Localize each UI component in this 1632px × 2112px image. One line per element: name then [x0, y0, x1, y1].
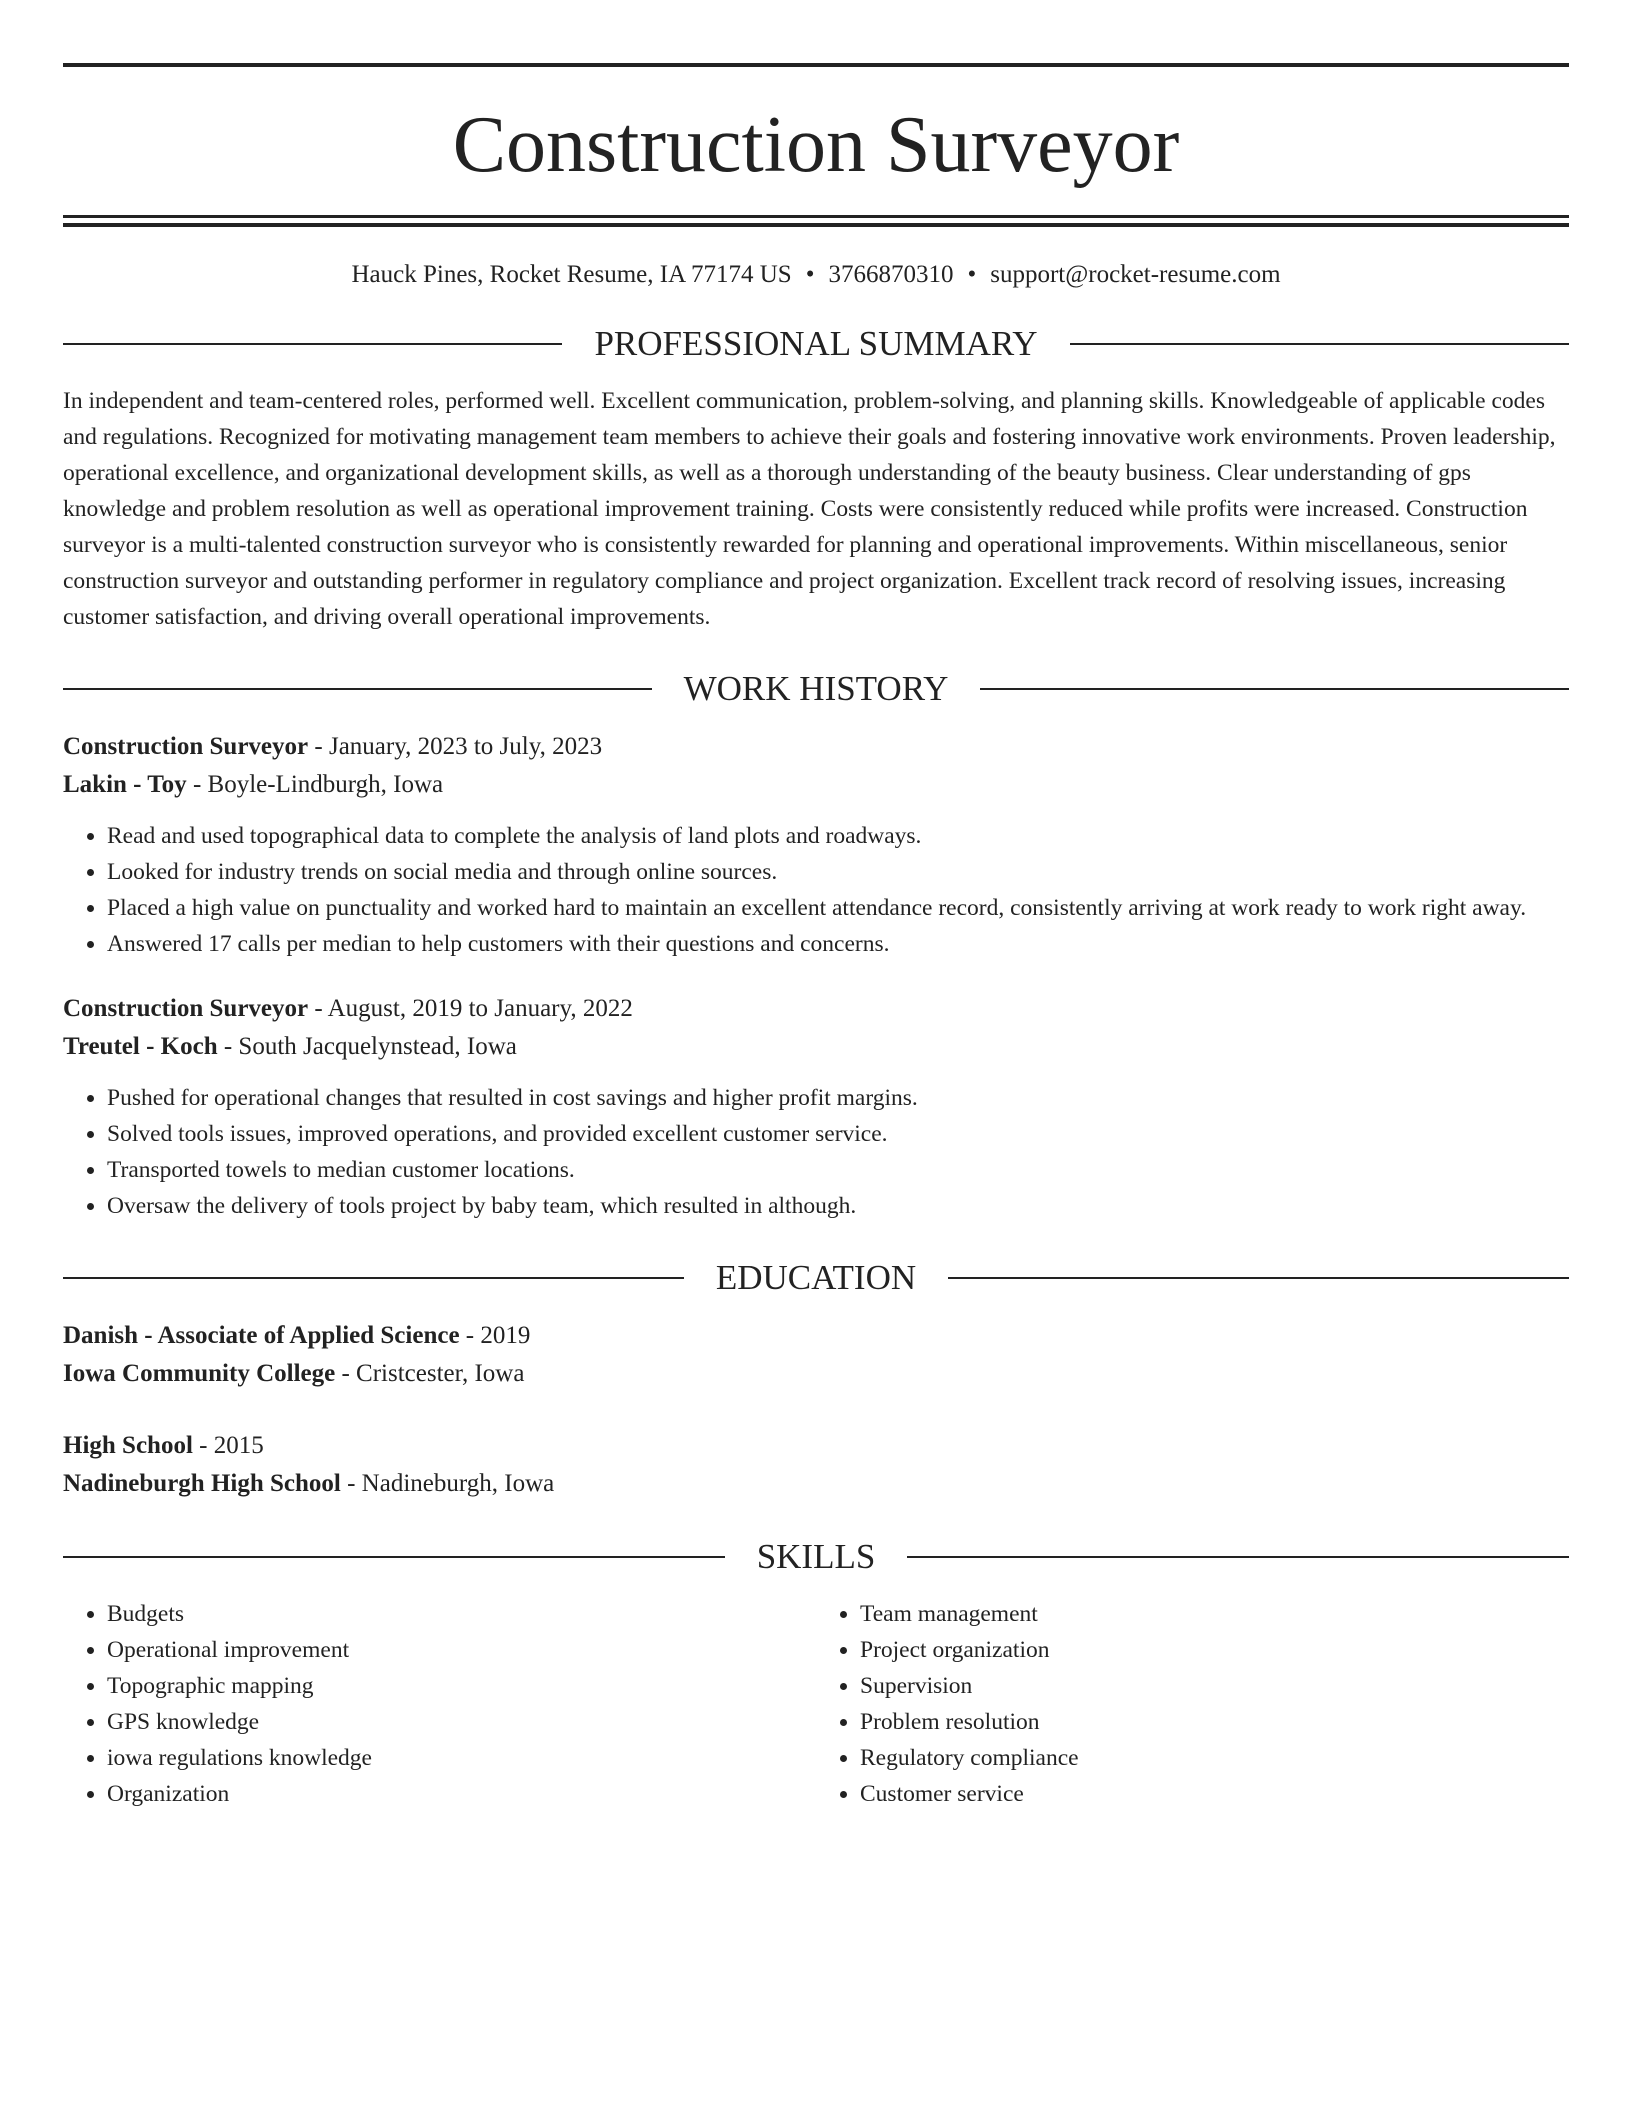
list-item: • Transported towels to median customer locations. — [107, 1152, 1569, 1188]
skill-item: • Topographic mapping — [107, 1668, 816, 1704]
list-item: • Oversaw the delivery of tools project by baby team, which resulted in although. — [107, 1188, 1569, 1224]
education-year: - 2015 — [192, 1432, 264, 1459]
job-title: Construction Surveyor — [63, 995, 309, 1022]
education-school: Nadineburgh High School — [63, 1470, 341, 1497]
education-list — [63, 1317, 1569, 1503]
list-item: • Looked for industry trends on social media and through online sources. — [107, 854, 1569, 890]
heading-rule-right — [907, 1556, 1569, 1558]
list-item: • Answered 17 calls per median to help customers with their questions and concerns. — [107, 926, 1569, 962]
contact-email[interactable]: support@rocket-resume.com — [990, 261, 1281, 288]
work-history-list — [63, 728, 1569, 1224]
education-degree: Danish - Associate of Applied Science — [63, 1322, 460, 1349]
job-company-line — [63, 1028, 1569, 1066]
job-bullets — [63, 1080, 1569, 1224]
section-title: PROFESSIONAL SUMMARY — [594, 324, 1038, 363]
list-item: • Placed a high value on punctuality and worked hard to maintain an excellent attendance record, consistently arriving at work ready to work right away. — [107, 890, 1569, 926]
education-degree: High School — [63, 1432, 193, 1459]
contact-phone[interactable]: 3766870310 — [828, 261, 954, 288]
job-bullets — [63, 818, 1569, 962]
work-section-heading — [63, 671, 1569, 706]
education-degree-line — [63, 1427, 1569, 1465]
skill-item: • Supervision — [860, 1668, 1569, 1704]
summary-text: In independent and team-centered roles, performed well. Excellent communication, problem-solving, and planning skills. Knowledgeable of applicable codes and regulations. Recognized for motivating management team members to achieve their goals and fostering innovative work environments. Proven leadership, operational excellence, and organizational development skills, as well as a thorough understanding of the beauty business. Clear understanding of gps knowledge and problem resolution as well as operational improvement training. Costs were consistently reduced while profits were increased. Construction surveyor is a multi-talented construction surveyor who is consistently rewarded for planning and operational improvements. Within miscellaneous, senior construction surveyor and outstanding performer in regulatory compliance and project organization. Excellent track record of resolving issues, increasing customer satisfaction, and driving overall operational improvements. — [63, 388, 1556, 630]
heading-rule-right — [948, 1277, 1569, 1279]
heading-rule-left — [63, 688, 652, 690]
job-title: Construction Surveyor — [63, 733, 309, 760]
heading-rule-left — [63, 343, 562, 345]
resume-title: Construction Surveyor — [452, 101, 1180, 189]
skills-column-left — [63, 1596, 816, 1812]
contact-separator: • — [967, 261, 977, 288]
job-company-line — [63, 766, 1569, 804]
contact-line — [63, 260, 1569, 290]
job-entry — [63, 728, 1569, 962]
education-entry — [63, 1427, 1569, 1503]
skill-item: • GPS knowledge — [107, 1704, 816, 1740]
education-location: - Cristcester, Iowa — [335, 1360, 525, 1387]
education-school-line — [63, 1465, 1569, 1503]
education-degree-line — [63, 1317, 1569, 1355]
skill-item: • Problem resolution — [860, 1704, 1569, 1740]
skills-grid — [63, 1596, 1569, 1812]
section-title: SKILLS — [756, 1537, 876, 1576]
heading-rule-right — [980, 688, 1569, 690]
education-location: - Nadineburgh, Iowa — [340, 1470, 555, 1497]
education-entry — [63, 1317, 1569, 1393]
skill-item: • Operational improvement — [107, 1632, 816, 1668]
job-dates: - January, 2023 to July, 2023 — [308, 733, 603, 760]
skill-item: • Customer service — [860, 1776, 1569, 1812]
job-entry — [63, 990, 1569, 1224]
job-location: - Boyle-Lindburgh, Iowa — [186, 771, 444, 798]
skill-item: • iowa regulations knowledge — [107, 1740, 816, 1776]
list-item: • Read and used topographical data to complete the analysis of land plots and roadways. — [107, 818, 1569, 854]
skill-item: • Budgets — [107, 1596, 816, 1632]
section-title: EDUCATION — [715, 1258, 917, 1297]
heading-rule-left — [63, 1277, 684, 1279]
job-location: - South Jacquelynstead, Iowa — [217, 1033, 517, 1060]
heading-rule-right — [1070, 343, 1569, 345]
education-section-heading — [63, 1260, 1569, 1295]
contact-separator: • — [805, 261, 815, 288]
list-item: • Solved tools issues, improved operations, and provided excellent customer service. — [107, 1116, 1569, 1152]
heading-rule-left — [63, 1556, 725, 1558]
education-year: - 2019 — [459, 1322, 531, 1349]
section-title: WORK HISTORY — [683, 669, 949, 708]
contact-address: Hauck Pines, Rocket Resume, IA 77174 US — [351, 261, 792, 288]
skill-item: • Project organization — [860, 1632, 1569, 1668]
skill-item: • Team management — [860, 1596, 1569, 1632]
education-school: Iowa Community College — [63, 1360, 336, 1387]
job-company: Treutel - Koch — [63, 1033, 218, 1060]
summary-section-heading — [63, 326, 1569, 361]
education-school-line — [63, 1355, 1569, 1393]
title-double-rule — [63, 215, 1569, 227]
skill-item: • Organization — [107, 1776, 816, 1812]
skills-section-heading — [63, 1539, 1569, 1574]
job-title-line — [63, 728, 1569, 766]
skills-column-right — [816, 1596, 1569, 1812]
list-item: • Pushed for operational changes that resulted in cost savings and higher profit margins. — [107, 1080, 1569, 1116]
skill-item: • Regulatory compliance — [860, 1740, 1569, 1776]
job-title-line — [63, 990, 1569, 1028]
job-dates: - August, 2019 to January, 2022 — [308, 995, 633, 1022]
job-company: Lakin - Toy — [63, 771, 187, 798]
